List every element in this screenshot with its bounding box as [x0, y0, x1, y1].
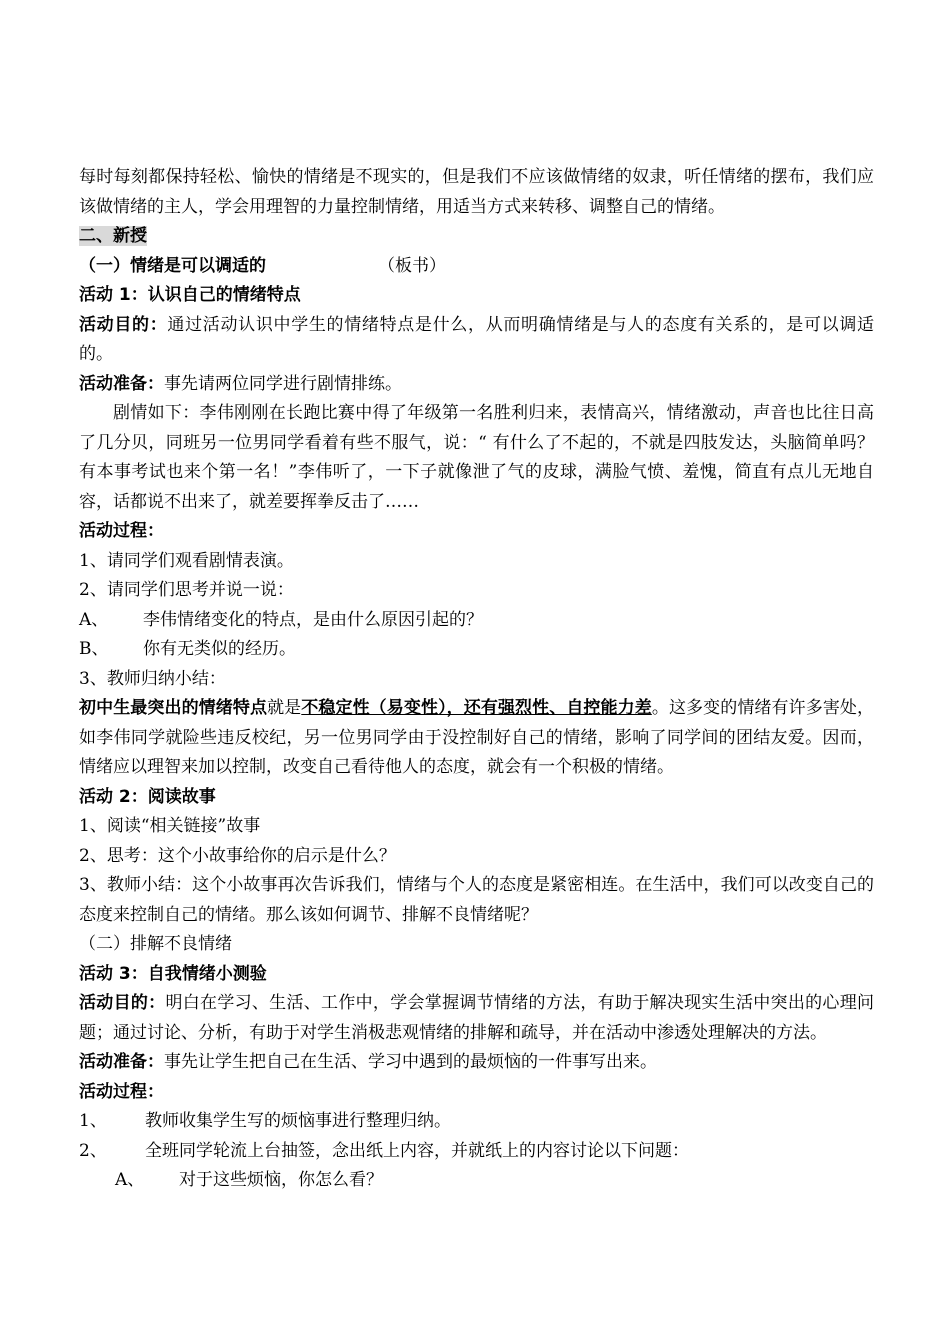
- intro-paragraph: 每时每刻都保持轻松、愉快的情绪是不现实的，但是我们不应该做情绪的奴隶，听任情绪的摆布，我们应该做情绪的主人，学会用理智的力量控制情绪，用适当方式来转移、调整自己的情绪。: [79, 167, 874, 217]
- prep-label: 活动准备：: [79, 373, 164, 394]
- activity-2-step-3: 3、教师小结：这个小故事再次告诉我们，情绪与个人的态度是紧密相连。在生活中，我们可以改变自己的态度来控制自己的情绪。那么该如何调节、排解不良情绪呢？: [79, 875, 874, 925]
- activity-1-prep: [79, 370, 874, 400]
- key-traits: 不稳定性（易变性），还有强烈性、自控能力差: [301, 698, 652, 718]
- activity-3-prep: 活动准备：事先让学生把自己在生活、学习中遇到的最烦恼的一件事写出来。: [79, 1052, 657, 1072]
- goal-label: 活动目的：: [79, 314, 168, 335]
- subsection-1: [79, 252, 874, 282]
- section-heading-new-lesson: 二、新授: [79, 226, 147, 246]
- activity-2-step-1: 1、阅读“相关链接”故事: [79, 816, 261, 836]
- activity-3-goal: 活动目的：明白在学习、生活、工作中，学会掌握调节情绪的方法，有助于解决现实生活中突出的心理问题；通过讨论、分析，有助于对学生消极悲观情绪的排解和疏导，并在活动中渗透处理解决的方法。: [79, 993, 875, 1043]
- board-note: （板书）: [378, 255, 446, 276]
- activity-3-step-1: 1、 教师收集学生写的烦恼事进行整理归纳。: [79, 1111, 451, 1131]
- activity-3-title: 活动 3：自我情绪小测验: [79, 963, 267, 984]
- activity-1-process-label: 活动过程：: [79, 521, 164, 541]
- activity-1-title: 活动 1：认识自己的情绪特点: [79, 285, 301, 305]
- subsection-2-title: （二）排解不良情绪: [79, 934, 232, 954]
- activity-1-step-3: 3、教师归纳小结：: [79, 668, 226, 689]
- activity-2-step-2: 2、思考：这个小故事给你的启示是什么？: [79, 845, 396, 866]
- activity-3-process-label: 活动过程：: [79, 1081, 164, 1102]
- document-page: [79, 163, 874, 1196]
- activity-1-goal: [79, 311, 874, 370]
- summary-paragraph: 初中生最突出的情绪特点就是不稳定性（易变性），还有强烈性、自控能力差。这多变的情绪有许多害处，如李伟同学就险些违反校纪，另一位男同学由于没控制好自己的情绪，影响了同学间的团结友爱。因而，情绪应以理智来加以控制，改变自己看待他人的态度，就会有一个积极的情绪。: [79, 698, 875, 777]
- activity-2-title: 活动 2：阅读故事: [79, 786, 216, 807]
- goal-text: 通过活动认识中学生的情绪特点是什么，从而明确情绪是与人的态度有关系的，是可以调适的。: [79, 314, 875, 364]
- activity-3-step-2: 2、 全班同学轮流上台抽签，念出纸上内容，并就纸上的内容讨论以下问题：: [79, 1140, 689, 1161]
- question-a: A、 李伟情绪变化的特点，是由什么原因引起的？: [79, 609, 483, 630]
- activity-3-question-a: A、 对于这些烦恼，你怎么看？: [115, 1170, 383, 1190]
- activity-1-step-2: 2、请同学们思考并说一说：: [79, 580, 294, 600]
- question-b: B、 你有无类似的经历。: [79, 639, 296, 659]
- prep-text: 事先请两位同学进行剧情排练。: [164, 373, 402, 394]
- activity-1-step-1: 1、请同学们观看剧情表演。: [79, 550, 294, 571]
- story-paragraph: 剧情如下：李伟刚刚在长跑比赛中得了年级第一名胜利归来，表情高兴，情绪激动，声音也比往日高了几分贝，同班另一位男同学看着有些不服气，说：“ 有什么了不起的，不就是四肢发达，头脑简单吗？有本事考试也来个第一名！”李伟听了，一下子就像泄了气的皮球，满脸气愤、羞愧，简直有点儿无地自容，话都说不出来了，就差要挥拳反击了……: [79, 403, 874, 512]
- subsection-1-title: （一）情绪是可以调适的: [79, 255, 266, 276]
